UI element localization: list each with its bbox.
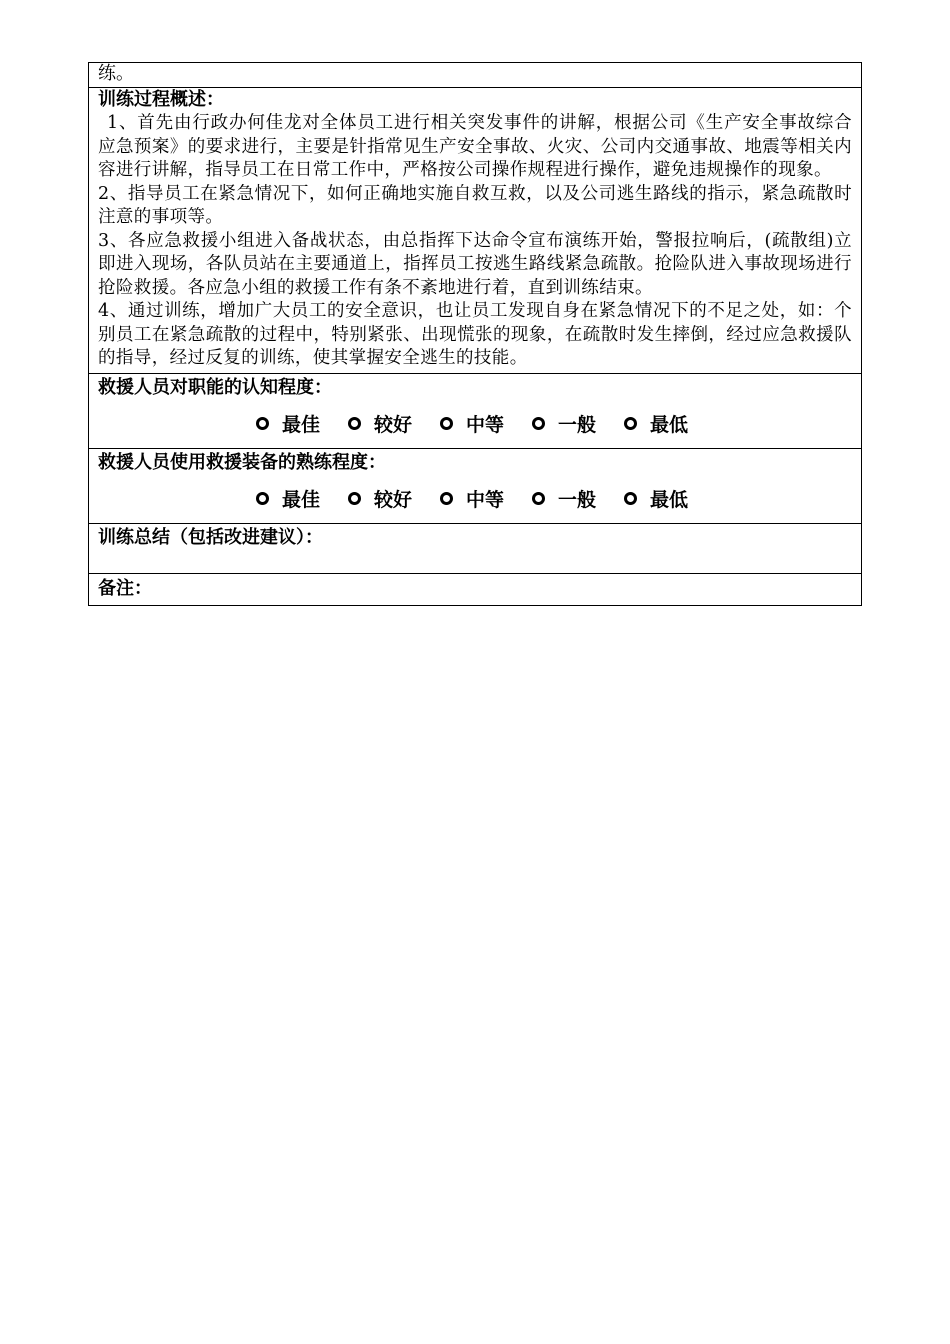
rating-option[interactable] xyxy=(624,485,688,512)
process-section xyxy=(89,87,861,373)
option-label: 最低 xyxy=(650,413,689,436)
radio-icon[interactable] xyxy=(348,492,361,505)
role-awareness-heading: 救援人员对职能的认知程度： xyxy=(98,376,332,398)
remarks-section xyxy=(89,573,861,605)
rating-option[interactable] xyxy=(440,410,504,437)
rating-option[interactable] xyxy=(532,485,596,512)
role-awareness-options xyxy=(98,410,852,437)
radio-icon[interactable] xyxy=(532,417,545,430)
rating-option[interactable] xyxy=(440,485,504,512)
summary-heading: 训练总结（包括改进建议）： xyxy=(98,526,323,548)
rating-option[interactable] xyxy=(532,410,596,437)
summary-section xyxy=(89,523,861,573)
radio-icon[interactable] xyxy=(440,492,453,505)
radio-icon[interactable] xyxy=(348,417,361,430)
option-label: 最佳 xyxy=(281,413,320,436)
continuation-row xyxy=(89,63,861,87)
option-label: 较好 xyxy=(373,488,412,511)
continuation-text: 练。 xyxy=(98,63,134,84)
option-label: 中等 xyxy=(465,488,504,511)
option-label: 一般 xyxy=(558,413,597,436)
remarks-heading: 备注： xyxy=(98,577,152,599)
radio-icon[interactable] xyxy=(256,417,269,430)
equipment-proficiency-heading: 救援人员使用救援装备的熟练程度： xyxy=(98,451,386,473)
option-label: 中等 xyxy=(465,413,504,436)
equipment-proficiency-options xyxy=(98,485,852,512)
equipment-proficiency-section xyxy=(89,448,861,523)
radio-icon[interactable] xyxy=(624,492,637,505)
process-heading: 训练过程概述： xyxy=(98,89,224,110)
rating-option[interactable] xyxy=(348,485,412,512)
radio-icon[interactable] xyxy=(532,492,545,505)
radio-icon[interactable] xyxy=(440,417,453,430)
rating-option[interactable] xyxy=(256,485,320,512)
rating-option[interactable] xyxy=(348,410,412,437)
option-label: 最低 xyxy=(650,488,689,511)
rating-option[interactable] xyxy=(624,410,688,437)
process-paragraph: 1、首先由行政办何佳龙对全体员工进行相关突发事件的讲解，根据公司《生产安全事故综合应急预案》的要求进行，主要是针指常见生产安全事故、火灾、公司内交通事故、地震等相关内容进行讲解，指导员工在日常工作中，严格按公司操作规程进行操作，避免违规操作的现象。 xyxy=(98,113,852,180)
process-paragraph: 3、各应急救援小组进入备战状态，由总指挥下达命令宣布演练开始，警报拉响后，(疏散组)立即进入现场，各队员站在主要通道上，指挥员工按逃生路线紧急疏散。抢险队进入事故现场进行抢险救援。各应急小组的救援工作有条不紊地进行着，直到训练结束。 xyxy=(98,230,852,298)
process-paragraph: 2、指导员工在紧急情况下，如何正确地实施自救互救，以及公司逃生路线的指示，紧急疏散时注意的事项等。 xyxy=(98,183,852,227)
role-awareness-section xyxy=(89,373,861,448)
radio-icon[interactable] xyxy=(256,492,269,505)
option-label: 较好 xyxy=(373,413,412,436)
option-label: 一般 xyxy=(558,488,597,511)
radio-icon[interactable] xyxy=(624,417,637,430)
option-label: 最佳 xyxy=(281,488,320,511)
drill-record-table xyxy=(88,62,862,606)
process-paragraph: 4、通过训练，增加广大员工的安全意识，也让员工发现自身在紧急情况下的不足之处，如：个别员工在紧急疏散的过程中，特别紧张、出现慌张的现象，在疏散时发生摔倒，经过应急救援队的指导，经过反复的训练，使其掌握安全逃生的技能。 xyxy=(98,301,852,368)
rating-option[interactable] xyxy=(256,410,320,437)
